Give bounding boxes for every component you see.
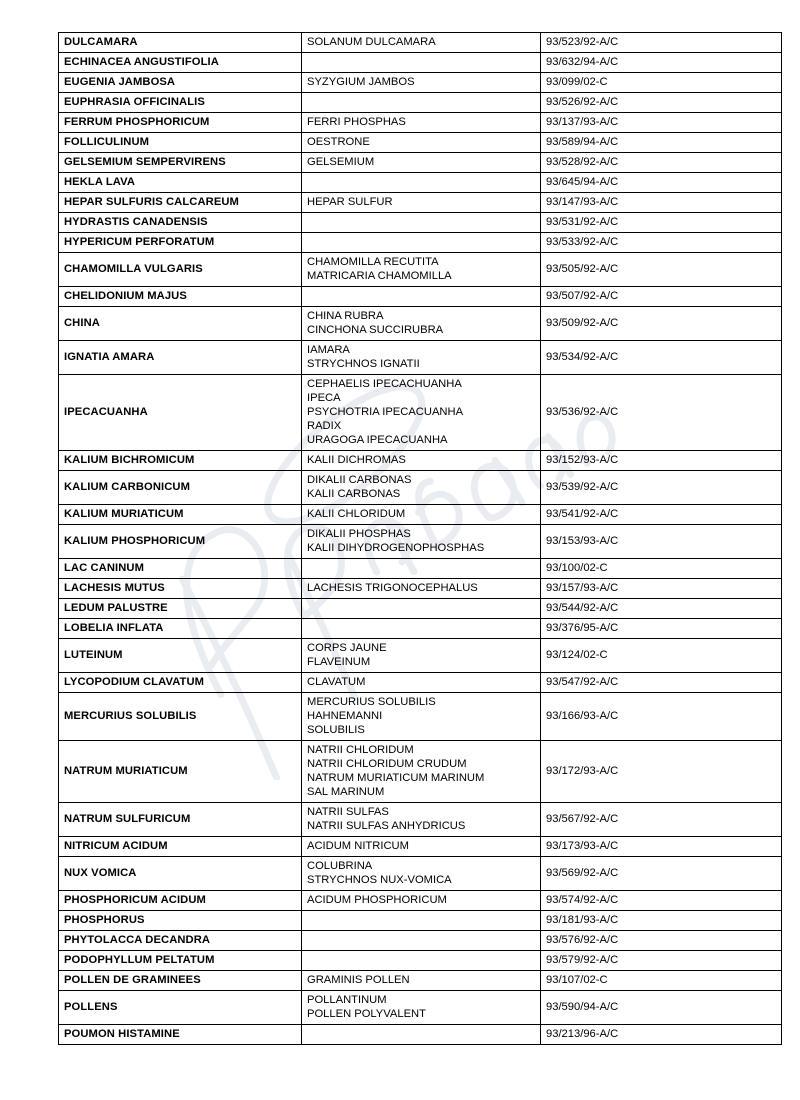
synonym-line: KALII DICHROMAS [307,454,406,466]
table-row [59,673,782,693]
cell-substance-name: NATRUM MURIATICUM [59,741,302,803]
table-row [59,891,782,911]
cell-substance-name: KALIUM MURIATICUM [59,505,302,525]
cell-synonyms [302,891,541,911]
table-row [59,471,782,505]
synonym-line: SYZYGIUM JAMBOS [307,76,415,88]
cell-registration-code: 93/124/02-C [541,639,782,673]
table-row [59,153,782,173]
synonym-line: SOLUBILIS [307,724,365,736]
cell-registration-code: 93/166/93-A/C [541,693,782,741]
cell-substance-name: POLLENS [59,991,302,1025]
cell-registration-code: 93/576/92-A/C [541,931,782,951]
cell-registration-code: 93/147/93-A/C [541,193,782,213]
cell-substance-name: GELSEMIUM SEMPERVIRENS [59,153,302,173]
cell-substance-name: HEKLA LAVA [59,173,302,193]
table-row [59,619,782,639]
table-row [59,693,782,741]
cell-substance-name: IGNATIA AMARA [59,341,302,375]
cell-synonyms [302,451,541,471]
table-row [59,73,782,93]
cell-substance-name: KALIUM PHOSPHORICUM [59,525,302,559]
cell-substance-name: LAC CANINUM [59,559,302,579]
cell-substance-name: NATRUM SULFURICUM [59,803,302,837]
cell-registration-code: 93/590/94-A/C [541,991,782,1025]
table-row [59,911,782,931]
cell-synonyms [302,33,541,53]
cell-synonyms [302,213,541,233]
cell-synonyms [302,505,541,525]
cell-substance-name: KALIUM CARBONICUM [59,471,302,505]
cell-synonyms [302,375,541,451]
table-row [59,253,782,287]
cell-registration-code: 93/569/92-A/C [541,857,782,891]
table-row [59,173,782,193]
cell-synonyms [302,133,541,153]
table-row [59,991,782,1025]
cell-registration-code: 93/181/93-A/C [541,911,782,931]
cell-registration-code: 93/107/02-C [541,971,782,991]
cell-substance-name: NUX VOMICA [59,857,302,891]
cell-synonyms [302,153,541,173]
synonym-line: NATRII CHLORIDUM [307,744,414,756]
synonym-line: LACHESIS TRIGONOCEPHALUS [307,582,478,594]
cell-synonyms [302,341,541,375]
synonym-line: CHINA RUBRA [307,310,384,322]
cell-synonyms [302,73,541,93]
cell-registration-code: 93/153/93-A/C [541,525,782,559]
table-row [59,525,782,559]
cell-substance-name: NITRICUM ACIDUM [59,837,302,857]
synonym-line: IPECA [307,392,341,404]
table-row [59,803,782,837]
cell-synonyms [302,857,541,891]
cell-synonyms [302,233,541,253]
cell-registration-code: 93/579/92-A/C [541,951,782,971]
cell-registration-code: 93/523/92-A/C [541,33,782,53]
cell-synonyms [302,741,541,803]
synonym-line: PSYCHOTRIA IPECACUANHA [307,406,464,418]
cell-registration-code: 93/541/92-A/C [541,505,782,525]
table-row [59,33,782,53]
cell-registration-code: 93/547/92-A/C [541,673,782,693]
cell-synonyms [302,193,541,213]
cell-registration-code: 93/376/95-A/C [541,619,782,639]
synonym-line: KALII DIHYDROGENOPHOSPHAS [307,542,485,554]
cell-synonyms [302,673,541,693]
cell-substance-name: HYDRASTIS CANADENSIS [59,213,302,233]
table-row [59,639,782,673]
synonym-line: SAL MARINUM [307,786,385,798]
cell-substance-name: DULCAMARA [59,33,302,53]
cell-substance-name: FOLLICULINUM [59,133,302,153]
table-row [59,857,782,891]
table-row [59,375,782,451]
synonym-line: SOLANUM DULCAMARA [307,36,436,48]
synonym-line: GELSEMIUM [307,156,375,168]
table-row [59,133,782,153]
synonym-line: CLAVATUM [307,676,366,688]
cell-substance-name: PHYTOLACCA DECANDRA [59,931,302,951]
table-row [59,287,782,307]
synonym-line: POLLANTINUM [307,994,387,1006]
cell-registration-code: 93/507/92-A/C [541,287,782,307]
table-row [59,193,782,213]
cell-synonyms [302,991,541,1025]
synonym-line: POLLEN POLYVALENT [307,1008,426,1020]
synonym-line: GRAMINIS POLLEN [307,974,410,986]
cell-substance-name: LACHESIS MUTUS [59,579,302,599]
synonym-line: HAHNEMANNI [307,710,383,722]
synonym-line: HEPAR SULFUR [307,196,393,208]
cell-substance-name: LOBELIA INFLATA [59,619,302,639]
cell-substance-name: ECHINACEA ANGUSTIFOLIA [59,53,302,73]
cell-substance-name: MERCURIUS SOLUBILIS [59,693,302,741]
cell-synonyms [302,931,541,951]
table-row [59,233,782,253]
cell-substance-name: LYCOPODIUM CLAVATUM [59,673,302,693]
cell-registration-code: 93/100/02-C [541,559,782,579]
table-row [59,559,782,579]
table-row [59,93,782,113]
table-row [59,971,782,991]
cell-substance-name: EUPHRASIA OFFICINALIS [59,93,302,113]
synonym-line: KALII CARBONAS [307,488,401,500]
synonym-line: FLAVEINUM [307,656,371,668]
synonym-line: ACIDUM PHOSPHORICUM [307,894,447,906]
cell-substance-name: CHAMOMILLA VULGARIS [59,253,302,287]
cell-substance-name: IPECACUANHA [59,375,302,451]
table-row [59,113,782,133]
synonym-line: DIKALII PHOSPHAS [307,528,411,540]
cell-substance-name: PHOSPHORUS [59,911,302,931]
synonym-line: CINCHONA SUCCIRUBRA [307,324,444,336]
cell-synonyms [302,599,541,619]
cell-synonyms [302,253,541,287]
cell-substance-name: KALIUM BICHROMICUM [59,451,302,471]
cell-substance-name: LEDUM PALUSTRE [59,599,302,619]
cell-registration-code: 93/533/92-A/C [541,233,782,253]
synonym-line: CEPHAELIS IPECACHUANHA [307,378,462,390]
synonym-line: CHAMOMILLA RECUTITA [307,256,439,268]
synonym-line: FERRI PHOSPHAS [307,116,406,128]
synonym-line: KALII CHLORIDUM [307,508,406,520]
synonym-line: MATRICARIA CHAMOMILLA [307,270,452,282]
table-row [59,599,782,619]
cell-synonyms [302,951,541,971]
cell-registration-code: 93/589/94-A/C [541,133,782,153]
cell-registration-code: 93/531/92-A/C [541,213,782,233]
synonym-line: OESTRONE [307,136,370,148]
cell-substance-name: HYPERICUM PERFORATUM [59,233,302,253]
synonym-line: NATRII SULFAS ANHYDRICUS [307,820,466,832]
cell-synonyms [302,803,541,837]
table-row [59,53,782,73]
table-row [59,837,782,857]
synonym-line: CORPS JAUNE [307,642,387,654]
cell-registration-code: 93/137/93-A/C [541,113,782,133]
cell-synonyms [302,93,541,113]
cell-substance-name: CHELIDONIUM MAJUS [59,287,302,307]
synonym-line: MERCURIUS SOLUBILIS [307,696,436,708]
cell-registration-code: 93/505/92-A/C [541,253,782,287]
table-row [59,341,782,375]
cell-synonyms [302,113,541,133]
cell-registration-code: 93/567/92-A/C [541,803,782,837]
cell-registration-code: 93/213/96-A/C [541,1025,782,1045]
table-body [59,33,782,1045]
cell-substance-name: POUMON HISTAMINE [59,1025,302,1045]
synonym-line: RADIX [307,420,342,432]
cell-synonyms [302,619,541,639]
synonym-line: NATRII SULFAS [307,806,389,818]
cell-registration-code: 93/539/92-A/C [541,471,782,505]
synonym-line: STRYCHNOS NUX-VOMICA [307,874,452,886]
cell-synonyms [302,693,541,741]
cell-substance-name: PHOSPHORICUM ACIDUM [59,891,302,911]
cell-registration-code: 93/526/92-A/C [541,93,782,113]
table-row [59,505,782,525]
cell-synonyms [302,1025,541,1045]
cell-registration-code: 93/574/92-A/C [541,891,782,911]
cell-registration-code: 93/544/92-A/C [541,599,782,619]
cell-registration-code: 93/528/92-A/C [541,153,782,173]
cell-synonyms [302,525,541,559]
cell-synonyms [302,837,541,857]
table-row [59,741,782,803]
cell-synonyms [302,911,541,931]
cell-registration-code: 93/152/93-A/C [541,451,782,471]
cell-synonyms [302,307,541,341]
synonym-line: IAMARA [307,344,350,356]
table-row [59,931,782,951]
cell-synonyms [302,639,541,673]
cell-substance-name: FERRUM PHOSPHORICUM [59,113,302,133]
synonym-line: NATRUM MURIATICUM MARINUM [307,772,485,784]
synonym-line: DIKALII CARBONAS [307,474,412,486]
table-row [59,579,782,599]
synonym-line: COLUBRINA [307,860,373,872]
table-row [59,1025,782,1045]
cell-synonyms [302,579,541,599]
synonym-line: URAGOGA IPECACUANHA [307,434,448,446]
cell-registration-code: 93/173/93-A/C [541,837,782,857]
substances-table [58,32,782,1045]
cell-synonyms [302,971,541,991]
cell-synonyms [302,471,541,505]
cell-substance-name: EUGENIA JAMBOSA [59,73,302,93]
cell-synonyms [302,53,541,73]
synonym-line: STRYCHNOS IGNATII [307,358,420,370]
table-row [59,951,782,971]
cell-substance-name: HEPAR SULFURIS CALCAREUM [59,193,302,213]
cell-synonyms [302,287,541,307]
table-row [59,213,782,233]
cell-registration-code: 93/534/92-A/C [541,341,782,375]
synonym-line: NATRII CHLORIDUM CRUDUM [307,758,467,770]
cell-substance-name: PODOPHYLLUM PELTATUM [59,951,302,971]
synonym-line: ACIDUM NITRICUM [307,840,409,852]
cell-substance-name: LUTEINUM [59,639,302,673]
cell-synonyms [302,173,541,193]
table-row [59,307,782,341]
cell-registration-code: 93/536/92-A/C [541,375,782,451]
cell-substance-name: POLLEN DE GRAMINEES [59,971,302,991]
cell-registration-code: 93/099/02-C [541,73,782,93]
cell-synonyms [302,559,541,579]
table-row [59,451,782,471]
cell-registration-code: 93/157/93-A/C [541,579,782,599]
cell-substance-name: CHINA [59,307,302,341]
cell-registration-code: 93/645/94-A/C [541,173,782,193]
cell-registration-code: 93/172/93-A/C [541,741,782,803]
cell-registration-code: 93/632/94-A/C [541,53,782,73]
cell-registration-code: 93/509/92-A/C [541,307,782,341]
